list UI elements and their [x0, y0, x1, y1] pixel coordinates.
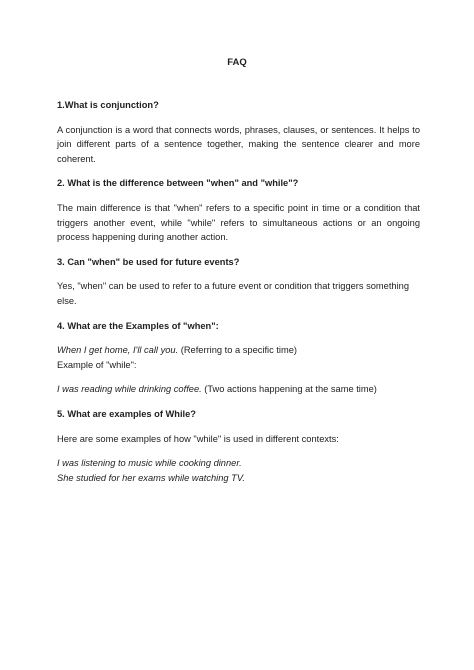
faq-answer-1: A conjunction is a word that connects words, phrases, clauses, or sentences. It helps to join different parts of a sentence together, making the sentence clearer and more coherent. — [57, 124, 420, 164]
faq-answer-3: Yes, "when" can be used to refer to a future event or condition that triggers something else. — [57, 281, 410, 306]
while-example-1 — [57, 456, 420, 471]
page-title: FAQ — [227, 57, 247, 68]
faq-answer-5: Here are some examples of how "while" is used in different contexts: — [57, 433, 339, 444]
example-when-sentence: When I get home, I'll call you. — [57, 345, 179, 356]
faq-question-1: 1.What is conjunction? — [57, 100, 159, 110]
example-while-line — [57, 382, 420, 397]
example-when-note: (Referring to a specific time) — [178, 345, 297, 356]
while-example-2-text: She studied for her exams while watching TV. — [57, 472, 245, 483]
faq-content — [57, 98, 420, 485]
example-while-note: (Two actions happening at the same time) — [201, 384, 377, 395]
example-when-line — [57, 343, 420, 358]
faq-answer-2: The main difference is that "when" refers to a specific point in time or a condition that triggers another event, while "while" refers to simultaneous actions or an ongoing process happening during another action. — [57, 202, 420, 243]
example-while-label: Example of "while": — [57, 359, 137, 370]
faq-question-5: 5. What are examples of While? — [57, 408, 196, 419]
while-example-1-text: I was listening to music while cooking dinner. — [57, 458, 242, 469]
while-example-2 — [57, 471, 420, 486]
example-while-sentence: I was reading while drinking coffee. — [57, 384, 202, 395]
faq-question-4: 4. What are the Examples of "when": — [57, 320, 219, 331]
faq-question-2: 2. What is the difference between "when" and "while"? — [57, 178, 299, 189]
faq-question-3: 3. Can "when" be used for future events? — [57, 256, 240, 267]
